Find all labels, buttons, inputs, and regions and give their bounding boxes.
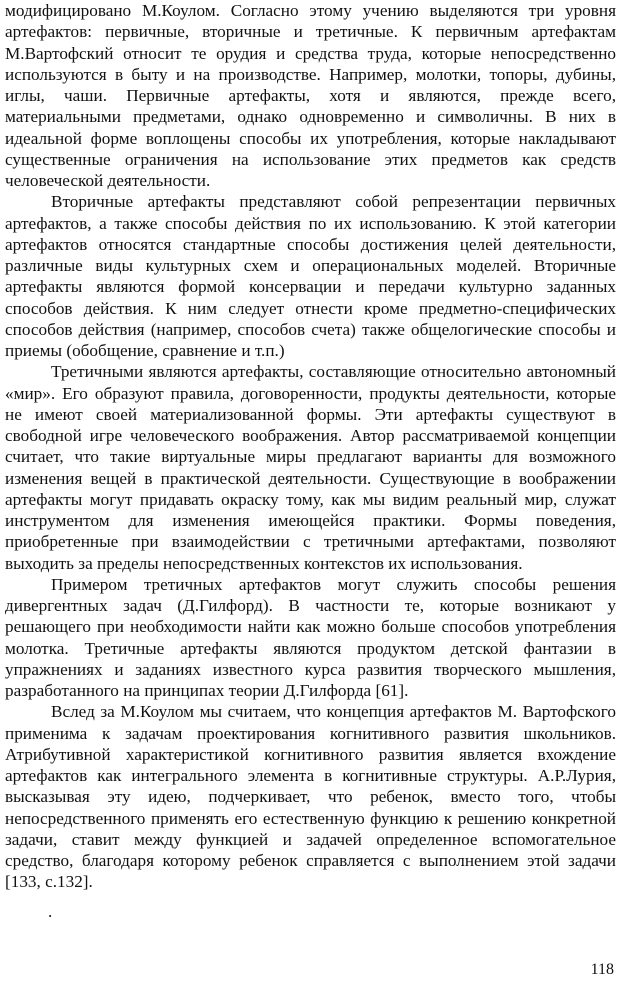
body-text — [5, 0, 616, 893]
paragraph-5: Вслед за М.Коулом мы считаем, что концепция артефактов М. Вартофского применима к задачам проектирования когнитивного развития школьников. Атрибутивной характеристикой когнитивного развития является вхождение артефактов как интегрального элемента в когнитивные структуры. А.Р.Лурия, высказывая эту идею, подчеркивает, что ребенок, вместо того, чтобы непосредственного применять его естественную функцию к решению конкретной задачи, ставит между функцией и задачей определенное вспомогательное средство, благодаря которому ребенок справляется с выполнением этой задачи [133, с.132]. — [5, 702, 616, 892]
page-number: 118 — [590, 961, 614, 978]
paragraph-1: модифицировано М.Коулом. Согласно этому учению выделяются три уровня артефактов: первичные, вторичные и третичные. К первичным артефактам М.Вартофский относит те орудия и средства труда, которые непосредственно используются в быту и на производстве. Например, молотки, топоры, дубины, иглы, чаши. Первичные артефакты, хотя и являются, прежде всего, материальными предметами, однако одновременно и символичны. В них в идеальной форме воплощены способы их употребления, которые накладывают существенные ограничения на использование этих предметов как средств человеческой деятельности. — [5, 1, 616, 190]
paragraph-4: Примером третичных артефактов могут служить способы решения дивергентных задач (Д.Гилфорд). В частности те, которые возникают у решающего при необходимости найти как можно больше способов употребления молотка. Третичные артефакты являются продуктом детской фантазии в упражнениях и заданиях известного курса развития творческого мышления, разработанного на принципах теории Д.Гилфорда [61]. — [5, 574, 616, 700]
paragraph-2: Вторичные артефакты представляют собой репрезентации первичных артефактов, а также способы действия по их использованию. К этой категории артефактов относятся стандартные способы достижения целей деятельности, различные виды культурных схем и операциональных моделей. Вторичные артефакты являются формой консервации и передачи культурно заданных способов действия. К ним следует отнести кроме предметно-специфических способов действия (например, способов счета) также общелогические способы и приемы (обобщение, сравнение и т.п.) — [5, 192, 616, 360]
stray-dot: . — [48, 902, 53, 921]
paragraph-3: Третичными являются артефакты, составляющие относительно автономный «мир». Его образуют правила, договоренности, продукты деятельности, которые не имеют своей материализованной формы. Эти артефакты существуют в свободной игре человеческого воображения. Автор рассматриваемой концепции считает, что такие виртуальные миры предлагают варианты для возможного изменения вещей в практической деятельности. Существующие в воображении артефакты могут придавать окраску тому, как мы видим реальный мир, служат инструментом для изменения имеющейся практики. Формы поведения, приобретенные при взаимодействии с третичными артефактами, позволяют выходить за пределы непосредственных контекстов их использования. — [5, 362, 616, 573]
